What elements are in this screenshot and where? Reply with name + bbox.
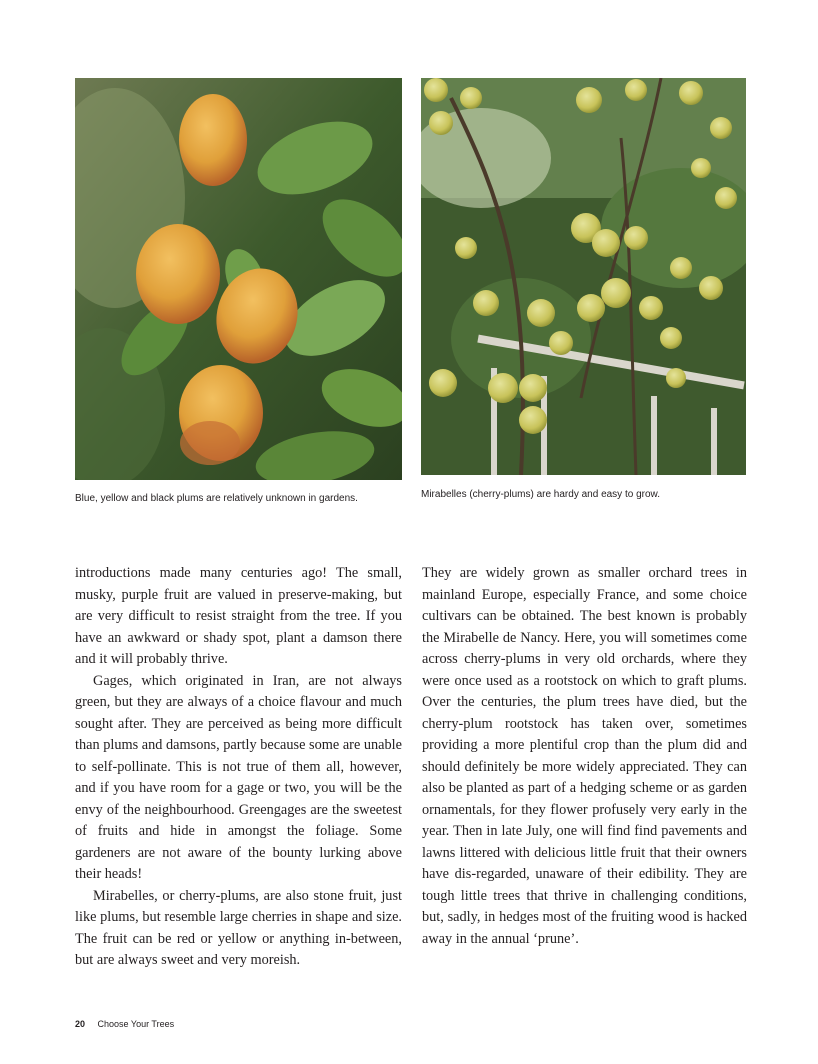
caption-right: Mirabelles (cherry-plums) are hardy and easy to grow. (421, 489, 660, 500)
page-number: 20 (75, 1019, 86, 1029)
mirabelles-photo (421, 78, 746, 475)
page-footer (75, 1019, 174, 1029)
paragraph: They are widely grown as smaller orchard trees in mainland Europe, especially France, and some choice cultivars can be obtained. The best known is probably the Mirabelle de Nancy. Here, you will sometimes come across cherry-plums in very old orchards, where they were once used as a rootstock on which to graft plums. Over the centuries, the plum trees have died, but the cherry-plum rootstock has taken over, sometimes providing a more plentiful crop than the plum did and should definitely be more widely appreciated. They can also be planted as part of a hedging scheme or as garden ornamentals, for they flower profusely very early in the year. Then in late July, one will find find pavements and lawns littered with delicious little fruit that their owners have dis-regarded, unaware of their edibility. They are tough little trees that thrive in challenging conditions, but, sadly, in hedges most of the fruiting wood is hacked away in the annual ‘prune’. (422, 565, 747, 947)
paragraph: introductions made many centuries ago! The small, musky, purple fruit are valued in preserve-making, but are very difficult to resist straight from the tree. If you have an awkward or shady spot, plant a damson there and it will probably thrive. (75, 565, 402, 667)
text-column-right (422, 563, 747, 950)
section-title: Choose Your Trees (97, 1019, 175, 1029)
paragraph: Mirabelles, or cherry-plums, are also stone fruit, just like plums, but resemble large cherries in shape and size. The fruit can be red or yellow or anything in-between, but are always sweet and very moreish. (75, 887, 402, 968)
plums-photo (75, 78, 402, 480)
caption-left: Blue, yellow and black plums are relatively unknown in gardens. (75, 493, 358, 504)
text-column-left (75, 563, 402, 972)
paragraph: Gages, which originated in Iran, are not always green, but they are always of a choice flavour and much sought after. They are perceived as being more difficult than plums and damsons, partly because some are unable to self-pollinate. This is not true of them all, however, and if you have room for a gage or two, you will be the envy of the neighbourhood. Greengages are the sweetest of fruits and hide in amongst the foliage. Some gardeners are not aware of the bounty lurking above their heads! (75, 672, 402, 882)
